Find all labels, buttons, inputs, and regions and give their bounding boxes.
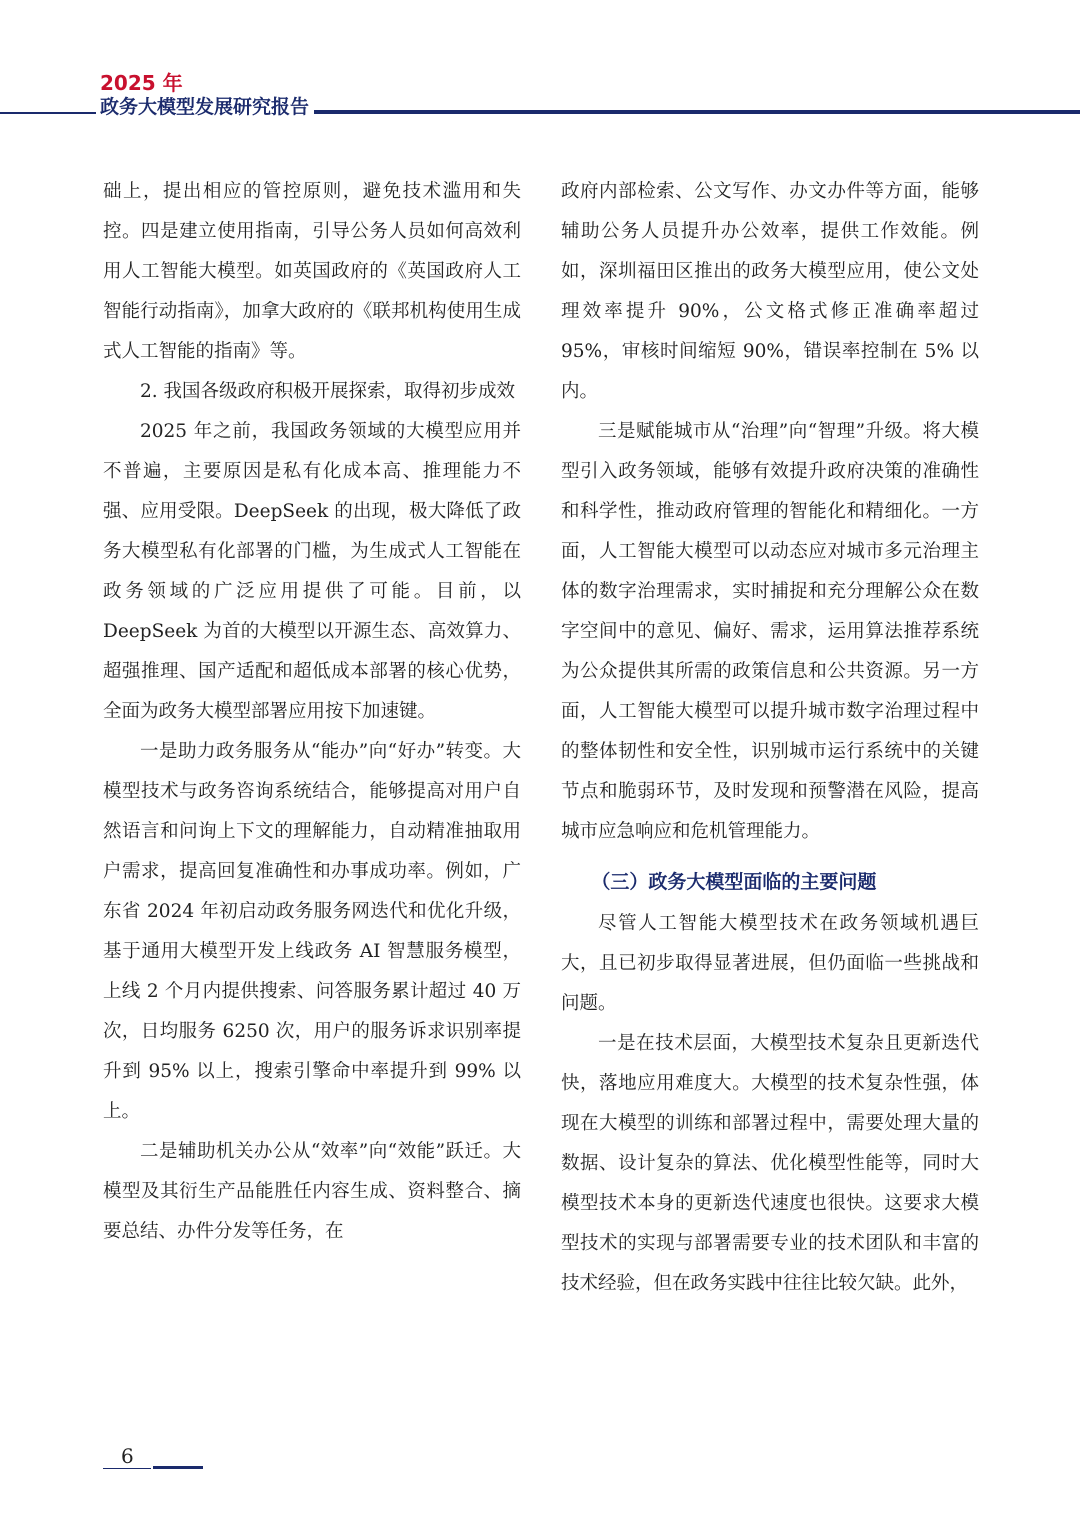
footer-rule-thick xyxy=(153,1466,203,1469)
footer-rule-thin xyxy=(103,1468,151,1469)
paragraph: 尽管人工智能大模型技术在政务领域机遇巨大，且已初步取得显著进展，但仍面临一些挑战和问题。 xyxy=(561,913,979,1014)
left-column xyxy=(103,172,521,1252)
paragraph: 三是赋能城市从“治理”向“智理”升级。将大模型引入政务领域，能够有效提升政府决策的准确性和科学性，推动政府管理的智能化和精细化。一方面，人工智能大模型可以动态应对城市多元治理主体的数字治理需求，实时捕捉和充分理解公众在数字空间中的意见、偏好、需求，运用算法推荐系统为公众提供其所需的政策信息和公共资源。另一方面，人工智能大模型可以提升城市数字治理过程中的整体韧性和安全性，识别城市运行系统中的关键节点和脆弱环节，及时发现和预警潜在风险，提高城市应急响应和危机管理能力。 xyxy=(561,421,979,842)
paragraph: 一是助力政务服务从“能办”向“好办”转变。大模型技术与政务咨询系统结合，能够提高对用户自然语言和问询上下文的理解能力，自动精准抽取用户需求，提高回复准确性和办事成功率。例如，广东省 2024 年初启动政务服务网迭代和优化升级，基于通用大模型开发上线政务 AI 智慧服务模型，上线 2 个月内提供搜索、问答服务累计超过 40 万次，日均服务 6250 次，用户的服务诉求识别率提升到 95% 以上，搜索引擎命中率提升到 99% 以上。 xyxy=(103,741,521,1122)
paragraph-continuation: 础上，提出相应的管控原则，避免技术滥用和失控。四是建立使用指南，引导公务人员如何高效利用人工智能大模型。如英国政府的《英国政府人工智能行动指南》，加拿大政府的《联邦机构使用生成式人工智能的指南》等。 xyxy=(103,181,521,362)
paragraph: 二是辅助机关办公从“效率”向“效能”跃迁。大模型及其衍生产品能胜任内容生成、资料整合、摘要总结、办件分发等任务，在 xyxy=(103,1141,521,1242)
header-rule-right xyxy=(314,110,1080,114)
page-header xyxy=(0,70,1080,120)
paragraph: 一是在技术层面，大模型技术复杂且更新迭代快，落地应用难度大。大模型的技术复杂性强，体现在大模型的训练和部署过程中，需要处理大量的数据、设计复杂的算法、优化模型性能等，同时大模型技术本身的更新迭代速度也很快。这要求大模型技术的实现与部署需要专业的技术团队和丰富的技术经验，但在政务实践中往往比较欠缺。此外， xyxy=(561,1033,979,1294)
page-number: 6 xyxy=(121,1444,134,1468)
right-column xyxy=(561,172,979,1304)
paragraph: 2025 年之前，我国政务领域的大模型应用并不普遍，主要原因是私有化成本高、推理能力不强、应用受限。DeepSeek 的出现，极大降低了政务大模型私有化部署的门槛，为生成式人工智能在政务领域的广泛应用提供了可能。目前，以 DeepSeek 为首的大模型以开源生态、高效算力、超强推理、国产适配和超低成本部署的核心优势，全面为政务大模型部署应用按下加速键。 xyxy=(103,421,521,722)
header-rule-left xyxy=(0,112,96,114)
report-title: 政务大模型发展研究报告 xyxy=(100,96,310,118)
report-year: 2025 年 xyxy=(100,71,183,95)
paragraph-continuation: 政府内部检索、公文写作、办文办件等方面，能够辅助公务人员提升办公效率，提供工作效能。例如，深圳福田区推出的政务大模型应用，使公文处理效率提升 90%，公文格式修正准确率超过 95%，审核时间缩短 90%，错误率控制在 5% 以内。 xyxy=(561,181,979,402)
section-subheading: 2. 我国各级政府积极开展探索，取得初步成效 xyxy=(140,381,516,402)
section-heading: （三）政务大模型面临的主要问题 xyxy=(591,871,877,893)
